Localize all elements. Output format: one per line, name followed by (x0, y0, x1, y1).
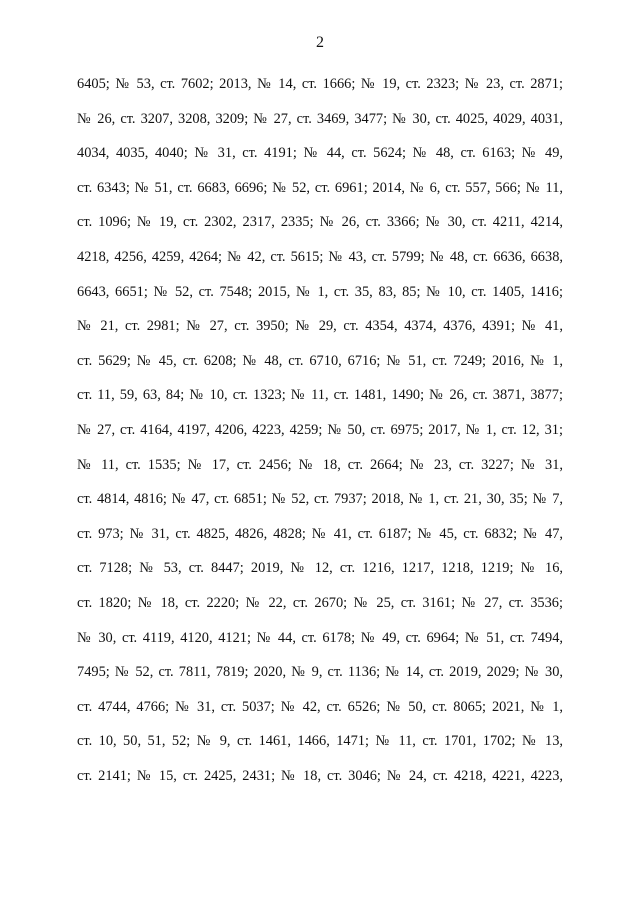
text-line: ст. 7128; № 53, ст. 8447; 2019, № 12, ст. 1216, 1217, 1218, 1219; № 16, (77, 560, 563, 577)
text-line: ст. 6343; № 51, ст. 6683, 6696; № 52, ст. 6961; 2014, № 6, ст. 557, 566; № 11, (77, 179, 563, 196)
text-line: № 27, ст. 4164, 4197, 4206, 4223, 4259; № 50, ст. 6975; 2017, № 1, ст. 12, 31; (77, 421, 563, 438)
text-line: ст. 4814, 4816; № 47, ст. 6851; № 52, ст. 7937; 2018, № 1, ст. 21, 30, 35; № 7, (77, 491, 563, 508)
text-line: 4034, 4035, 4040; № 31, ст. 4191; № 44, ст. 5624; № 48, ст. 6163; № 49, (77, 145, 563, 162)
text-line: ст. 2141; № 15, ст. 2425, 2431; № 18, ст. 3046; № 24, ст. 4218, 4221, 4223, (77, 767, 563, 784)
text-line: ст. 1820; № 18, ст. 2220; № 22, ст. 2670; № 25, ст. 3161; № 27, ст. 3536; (77, 594, 563, 611)
text-line: ст. 5629; № 45, ст. 6208; № 48, ст. 6710, 6716; № 51, ст. 7249; 2016, № 1, (77, 352, 563, 369)
page-number: 2 (316, 34, 324, 51)
text-line: ст. 11, 59, 63, 84; № 10, ст. 1323; № 11, ст. 1481, 1490; № 26, ст. 3871, 3877; (77, 387, 563, 404)
body-text (77, 72, 563, 798)
text-line: 4218, 4256, 4259, 4264; № 42, ст. 5615; № 43, ст. 5799; № 48, ст. 6636, 6638, (77, 248, 563, 265)
text-line: 6405; № 53, ст. 7602; 2013, № 14, ст. 1666; № 19, ст. 2323; № 23, ст. 2871; (77, 76, 563, 92)
text-line: ст. 10, 50, 51, 52; № 9, ст. 1461, 1466, 1471; № 11, ст. 1701, 1702; № 13, (77, 733, 563, 750)
text-line: ст. 973; № 31, ст. 4825, 4826, 4828; № 41, ст. 6187; № 45, ст. 6832; № 47, (77, 525, 563, 542)
text-line: № 21, ст. 2981; № 27, ст. 3950; № 29, ст. 4354, 4374, 4376, 4391; № 41, (77, 318, 563, 335)
text-line: № 30, ст. 4119, 4120, 4121; № 44, ст. 6178; № 49, ст. 6964; № 51, ст. 7494, (77, 629, 563, 646)
text-line: 6643, 6651; № 52, ст. 7548; 2015, № 1, ст. 35, 83, 85; № 10, ст. 1405, 1416; (77, 283, 563, 300)
text-line: № 11, ст. 1535; № 17, ст. 2456; № 18, ст. 2664; № 23, ст. 3227; № 31, (77, 456, 563, 473)
text-line: 7495; № 52, ст. 7811, 7819; 2020, № 9, ст. 1136; № 14, ст. 2019, 2029; № 30, (77, 664, 563, 681)
text-line: ст. 4744, 4766; № 31, ст. 5037; № 42, ст. 6526; № 50, ст. 8065; 2021, № 1, (77, 698, 563, 715)
text-line: № 26, ст. 3207, 3208, 3209; № 27, ст. 3469, 3477; № 30, ст. 4025, 4029, 4031, (77, 110, 563, 127)
text-line: ст. 1096; № 19, ст. 2302, 2317, 2335; № 26, ст. 3366; № 30, ст. 4211, 4214, (77, 214, 563, 231)
